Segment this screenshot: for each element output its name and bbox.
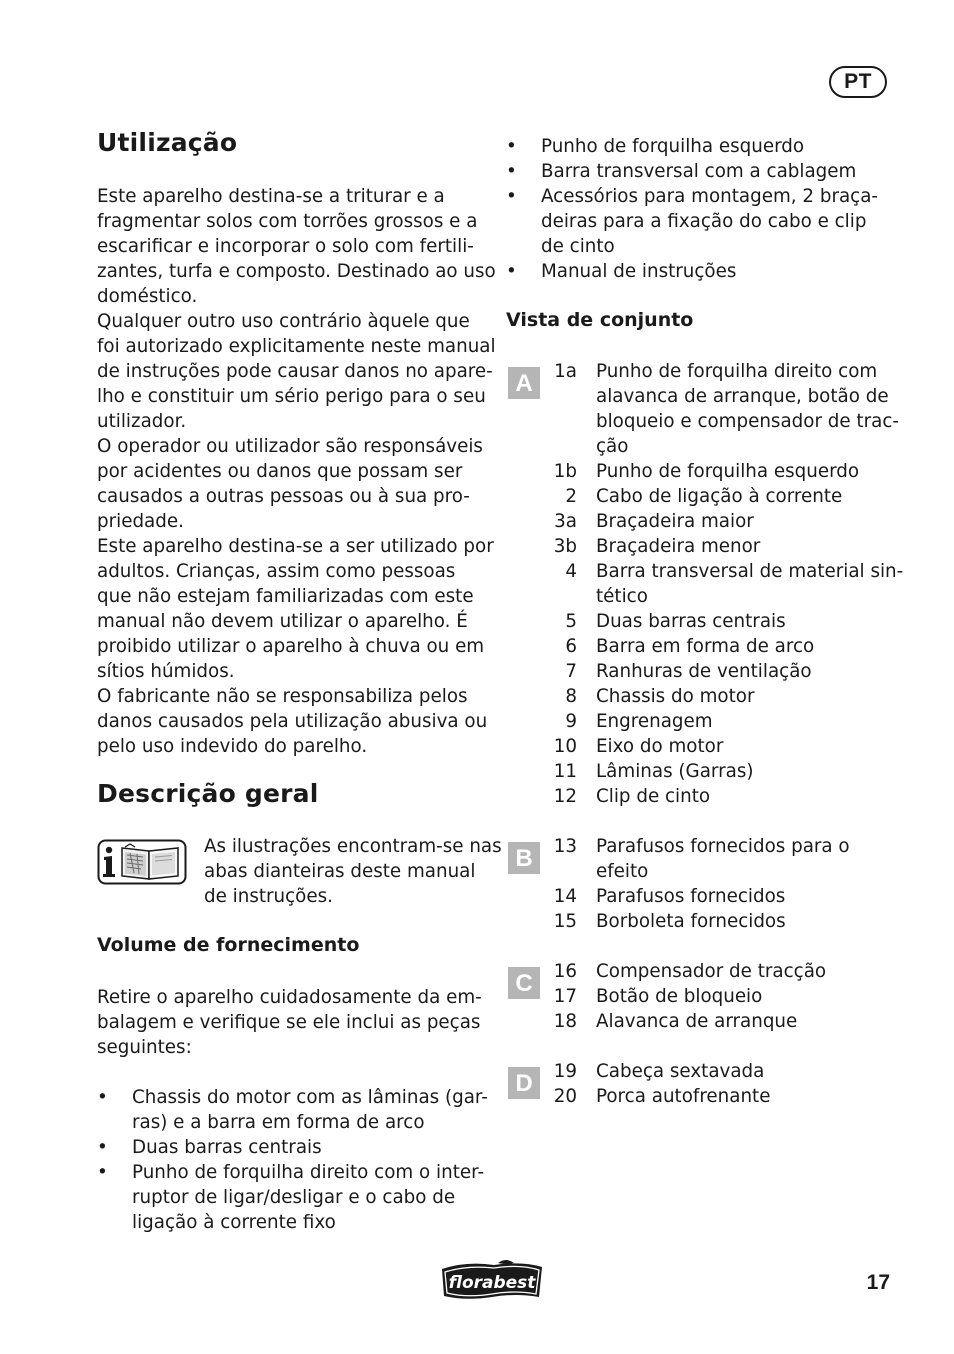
part-description [596,484,896,509]
bullet-icon: • [506,186,517,207]
part-number: 18 [553,1011,577,1032]
group-letter-badge: C [508,967,540,999]
part-row [506,1084,896,1109]
group-letter-badge: B [508,842,540,874]
text-line: Borboleta fornecidos [596,911,786,932]
text-line: de cinto [541,236,615,257]
group-letter-badge: D [508,1067,540,1099]
part-number: 3b [553,536,577,557]
text-line: Cabeça sextavada [596,1061,765,1082]
part-description [596,509,896,534]
text-line: balagem e verifique se ele inclui as peças [97,1012,481,1033]
text-line: Duas barras centrais [596,611,786,632]
part-row [506,534,896,559]
text-line: Parafusos fornecidos [596,886,786,907]
text-line: causados a outras pessoas ou à sua pro- [97,486,470,507]
parts-overview [506,359,904,1109]
text-line: Barra transversal de material sin- [596,561,904,582]
text-line: Botão de bloqueio [596,986,763,1007]
text-line: Alavanca de arranque [596,1011,798,1032]
part-description [596,1084,896,1109]
bullet-icon: • [97,1087,108,1108]
part-number: 6 [565,636,577,657]
text-line: Braçadeira maior [596,511,754,532]
part-description [596,759,896,784]
part-number: 13 [553,836,577,857]
text-line: que não estejam familiarizadas com este [97,586,474,607]
part-row [506,759,896,784]
parts-group [506,1059,896,1109]
part-description [596,984,896,1009]
text-line: bloqueio e compensador de trac- [596,411,899,432]
part-description [596,534,896,559]
part-description [596,359,899,459]
part-number: 17 [553,986,577,1007]
part-description [596,734,896,759]
part-number: 19 [553,1061,577,1082]
text-line: utilizador. [97,411,187,432]
supply-list-item [97,1085,487,1135]
part-description [596,959,896,984]
part-row [506,559,904,609]
part-number: 4 [565,561,577,582]
text-line: zantes, turfa e composto. Destinado ao uso [97,261,496,282]
text-line: tético [596,586,648,607]
part-row [506,1009,896,1034]
text-line: Punho de forquilha direito com [596,361,878,382]
language-badge: PT [829,66,887,98]
part-row [506,734,896,759]
overview-title: Vista de conjunto [506,309,694,331]
supply-intro [97,985,482,1060]
text-line: seguintes: [97,1037,192,1058]
text-line: Este aparelho destina-se a triturar e a [97,186,445,207]
part-row [506,684,896,709]
part-number: 9 [565,711,577,732]
text-line: ras) e a barra em forma de arco [132,1112,425,1133]
supply-list-item [506,134,896,159]
text-line: Clip de cinto [596,786,711,807]
text-line: proibido utilizar o aparelho à chuva ou em [97,636,485,657]
usage-paragraph [97,184,496,309]
part-row [506,659,896,684]
text-line: ção [596,436,629,457]
text-line: Chassis do motor com as lâminas (gar- [132,1087,488,1108]
text-line: ruptor de ligar/desligar e o cabo de [132,1187,456,1208]
part-row [506,784,896,809]
text-line: As ilustrações encontram-se nas [204,836,502,857]
part-description [596,659,896,684]
text-line: Braçadeira menor [596,536,761,557]
text-line: O fabricante não se responsabiliza pelos [97,686,468,707]
supply-list-item [506,259,896,284]
text-line: Duas barras centrais [132,1137,322,1158]
parts-group [506,834,896,934]
part-description [596,684,896,709]
text-line: foi autorizado explicitamente neste manual [97,336,496,357]
part-row [506,909,896,934]
text-line: Engrenagem [596,711,713,732]
part-description [596,834,896,884]
text-line: Compensador de tracção [596,961,827,982]
bullet-icon: • [506,136,517,157]
part-number: 11 [553,761,577,782]
supply-title: Volume de fornecimento [97,934,360,956]
text-line: Qualquer outro uso contrário àquele que [97,311,470,332]
usage-paragraph [97,534,494,684]
part-number: 7 [565,661,577,682]
bullet-icon: • [97,1137,108,1158]
part-description [596,884,896,909]
text-line: abas dianteiras deste manual [204,861,476,882]
text-line: escarificar e incorporar o solo com fertili- [97,236,474,257]
usage-title: Utilização [97,128,238,157]
usage-paragraph [97,309,496,434]
part-row [506,884,896,909]
supply-list-continued [506,134,896,284]
part-description [596,909,896,934]
part-description [596,459,896,484]
part-row [506,1059,896,1084]
text-line: lho e constituir um sério perigo para o seu [97,386,486,407]
part-number: 8 [565,686,577,707]
part-number: 5 [565,611,577,632]
part-description [596,709,896,734]
part-description [596,1009,896,1034]
text-line: fragmentar solos com torrões grossos e a [97,211,478,232]
part-row [506,459,896,484]
text-line: Lâminas (Garras) [596,761,754,782]
text-line: por acidentes ou danos que possam ser [97,461,463,482]
supply-list-item [506,159,896,184]
part-number: 3a [554,511,577,532]
part-row [506,359,899,459]
text-line: doméstico. [97,286,198,307]
text-line: Barra transversal com a cablagem [541,161,857,182]
part-description [596,609,896,634]
text-line: Eixo do motor [596,736,724,757]
supply-list-item [506,184,896,259]
text-line: Barra em forma de arco [596,636,815,657]
text-line: de instruções. [204,886,333,907]
usage-paragraph [97,684,487,759]
text-line: Retire o aparelho cuidadosamente da em- [97,987,482,1008]
group-letter-badge: A [508,367,540,399]
part-row [506,484,896,509]
part-row [506,959,896,984]
part-number: 14 [553,886,577,907]
part-description [596,634,896,659]
parts-group [506,359,904,809]
text-line: Chassis do motor [596,686,755,707]
part-number: 1b [553,461,577,482]
text-line: manual não devem utilizar o aparelho. É [97,611,468,632]
text-line: O operador ou utilizador são responsáveis [97,436,483,457]
part-number: 12 [553,786,577,807]
usage-paragraph [97,434,487,534]
info-book-icon [97,839,187,885]
text-line: Ranhuras de ventilação [596,661,812,682]
part-number: 15 [553,911,577,932]
text-line: efeito [596,861,649,882]
text-line: adultos. Crianças, assim como pessoas [97,561,456,582]
part-number: 10 [553,736,577,757]
bullet-icon: • [506,261,517,282]
part-number: 2 [565,486,577,507]
text-line: alavanca de arranque, botão de [596,386,889,407]
supply-list [97,1085,487,1235]
part-row [506,834,896,884]
text-line: Acessórios para montagem, 2 braça- [541,186,879,207]
text-line: deiras para a fixação do cabo e clip [541,211,867,232]
part-number: 20 [553,1086,577,1107]
text-line: priedade. [97,511,184,532]
text-line: Porca autofrenante [596,1086,771,1107]
text-line: Punho de forquilha direito com o inter- [132,1162,485,1183]
parts-group [506,959,896,1034]
part-row [506,609,896,634]
bullet-icon: • [97,1162,108,1183]
part-number: 1a [554,361,577,382]
text-line: pelo uso indevido do parelho. [97,736,368,757]
bullet-icon: • [506,161,517,182]
part-row [506,509,896,534]
description-title: Descrição geral [97,779,319,808]
supply-list-item [97,1160,487,1235]
part-row [506,634,896,659]
part-row [506,709,896,734]
info-note [204,834,502,909]
text-line: Cabo de ligação à corrente [596,486,843,507]
text-line: sítios húmidos. [97,661,235,682]
part-number: 16 [553,961,577,982]
text-line: Manual de instruções [541,261,737,282]
text-line: danos causados pela utilização abusiva ou [97,711,488,732]
part-description [596,1059,896,1084]
text-line: Parafusos fornecidos para o [596,836,850,857]
text-line: de instruções pode causar danos no apare- [97,361,493,382]
text-line: ligação à corrente fixo [132,1212,336,1233]
text-line: Punho de forquilha esquerdo [596,461,860,482]
part-row [506,984,896,1009]
text-line: Punho de forquilha esquerdo [541,136,805,157]
page-number: 17 [866,1271,890,1294]
svg-text:florabest: florabest [448,1273,536,1293]
part-description [596,559,904,609]
part-description [596,784,896,809]
supply-list-item [97,1135,487,1160]
florabest-logo [436,1259,548,1303]
text-line: Este aparelho destina-se a ser utilizado por [97,536,494,557]
